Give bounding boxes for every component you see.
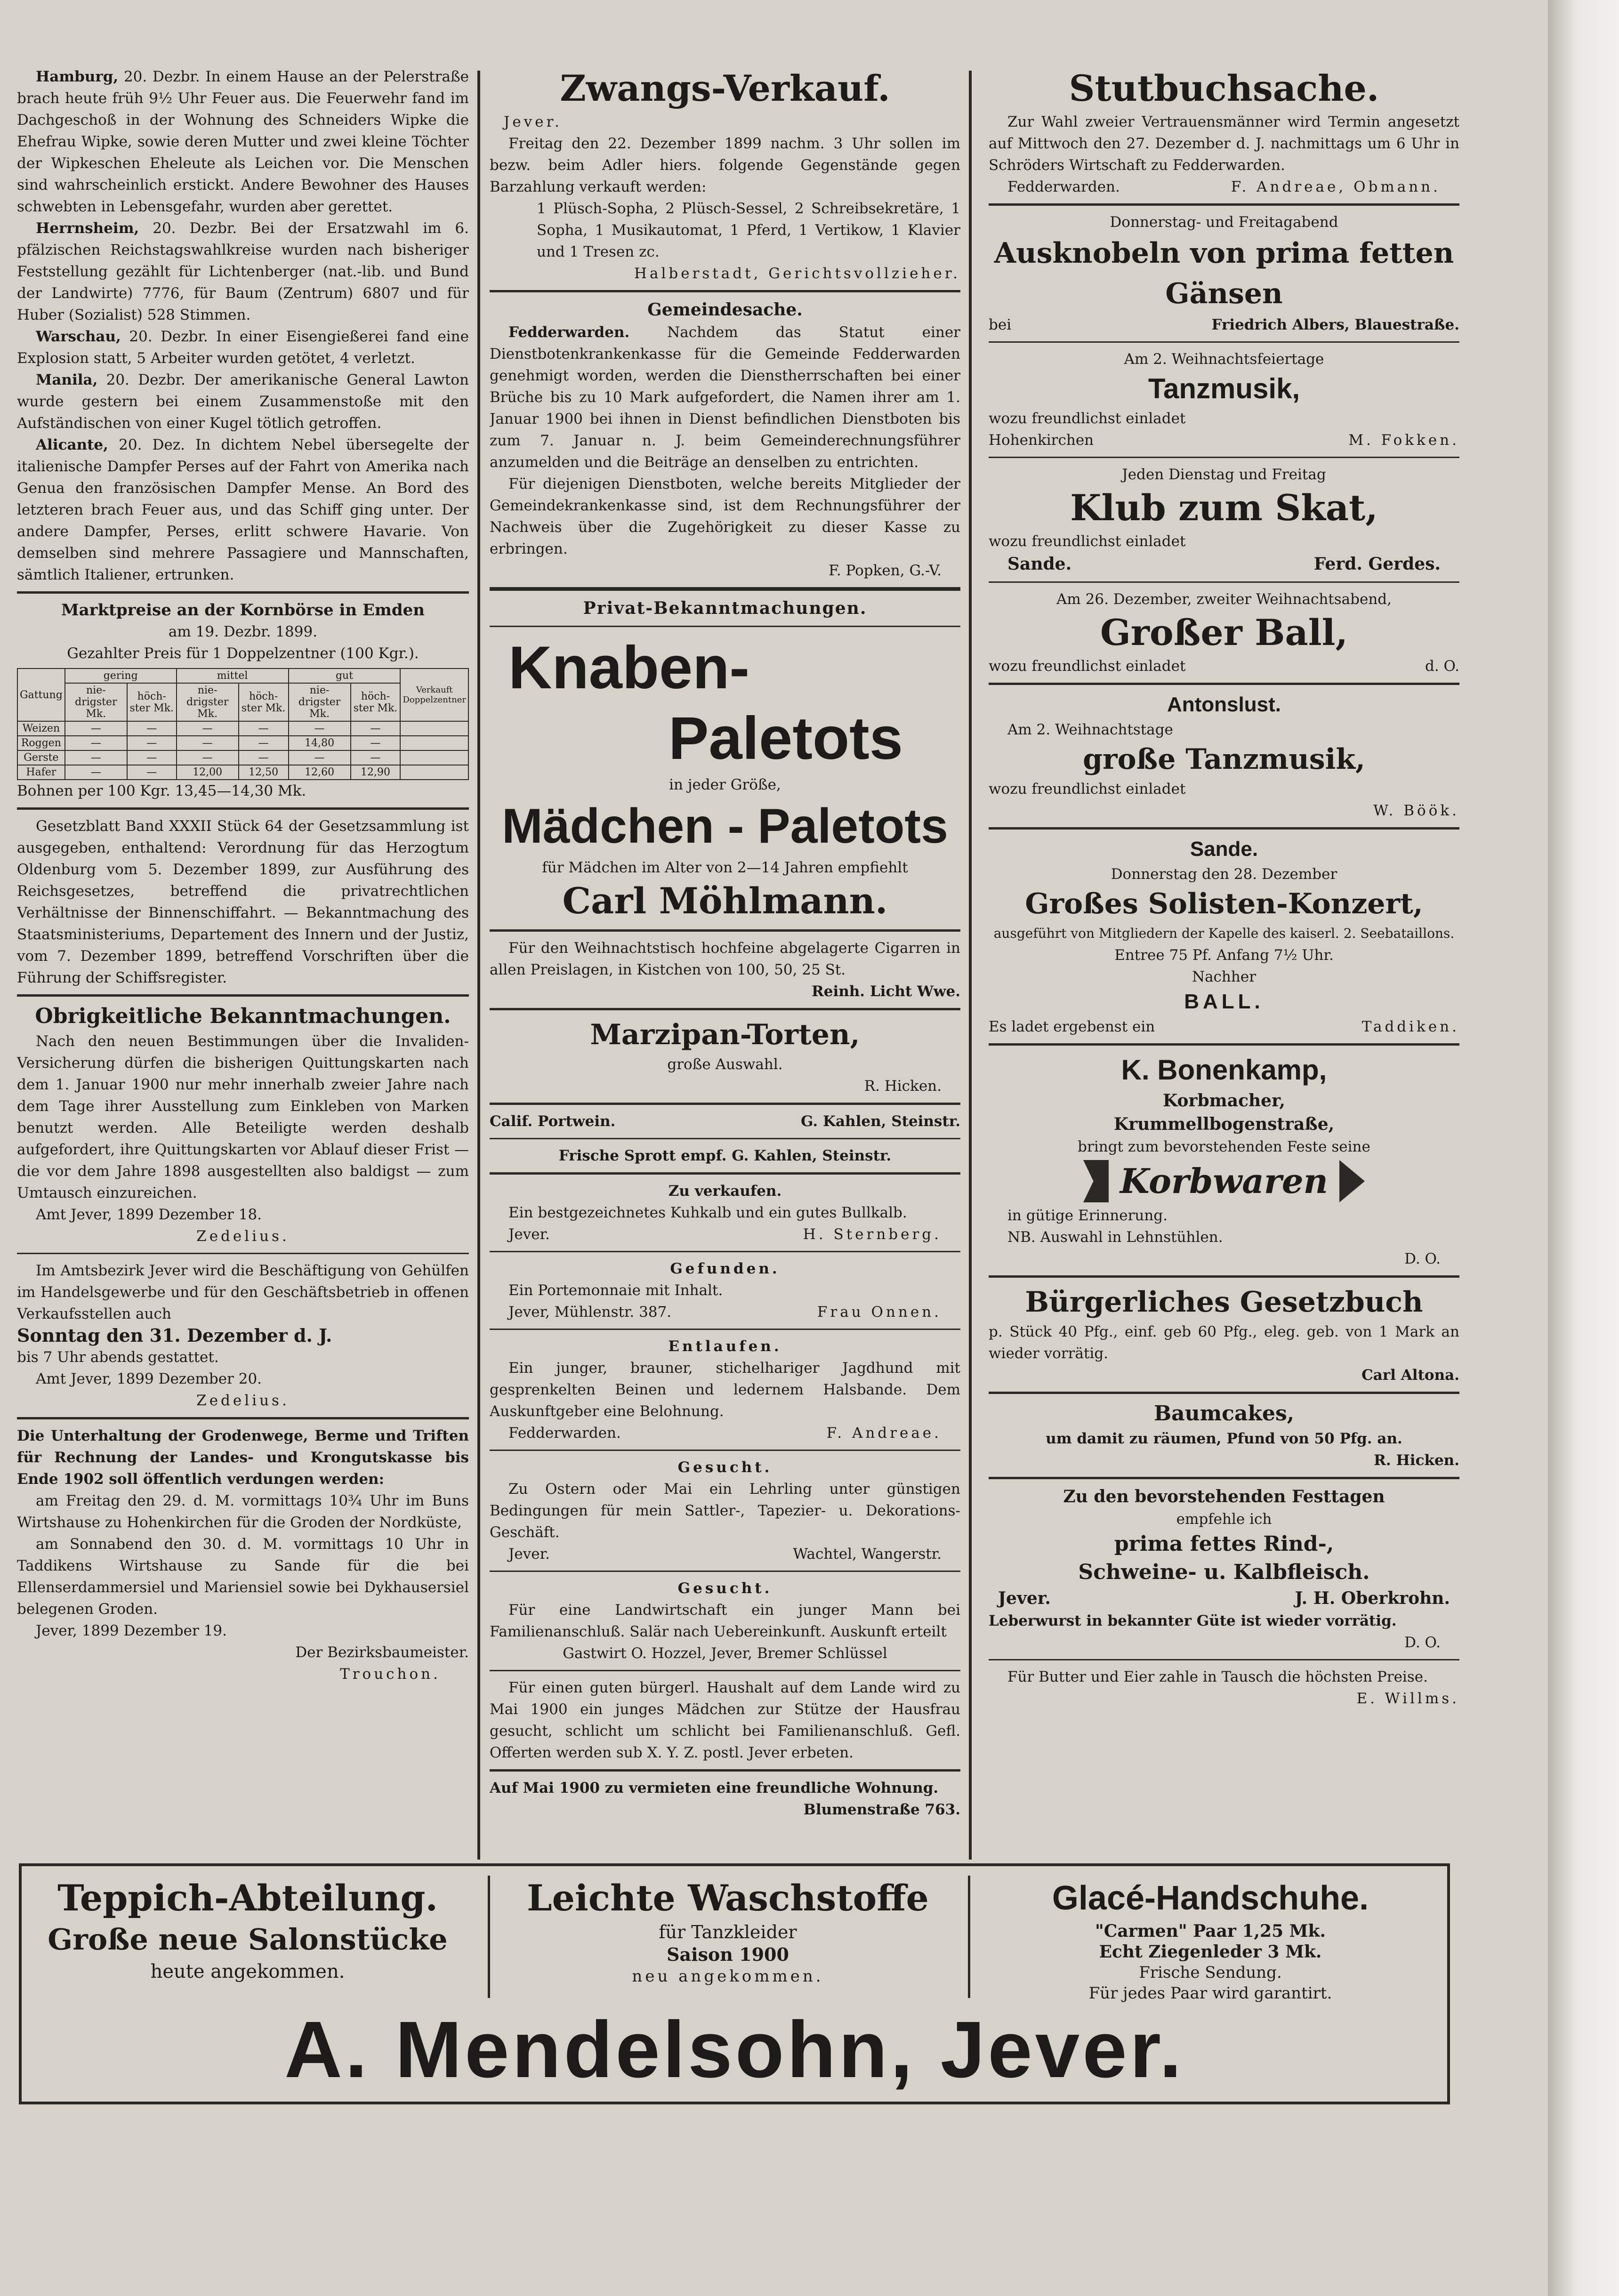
baum-title: Baumcakes,: [1153, 1402, 1295, 1426]
table-cell: —: [239, 736, 289, 750]
market-head: Verkauft Doppelzentner: [400, 669, 468, 721]
gesucht2-title: Gesucht.: [677, 1580, 773, 1597]
news-section: [17, 66, 469, 586]
anton-big: große Tanzmusik,: [1083, 743, 1365, 776]
market-head: gering: [65, 669, 177, 683]
table-row: [17, 736, 468, 750]
maedchen-heading: Mädchen - Paletots: [502, 799, 948, 854]
ausk-bei: bei: [989, 316, 1012, 333]
obrig-title: Obrigkeitliche Bekanntmachungen.: [35, 1004, 451, 1028]
table-cell: —: [351, 736, 401, 750]
fest-text: Leberwurst in bekannter Güte ist wieder vorrätig.: [989, 1612, 1397, 1629]
wasch-sub1: für Tanzkleider: [659, 1922, 797, 1942]
obrig2-tail: bis 7 Uhr abends gestattet.: [17, 1349, 219, 1366]
stut-sign: F. Andreae, Obmann.: [1231, 178, 1441, 195]
stut-text: Zur Wahl zweier Vertrauensmänner wird Termin angesetzt auf Mittwoch den 27. Dezember d. J. nachmittags um 6 Uhr in Schröders Wirtschaft zu Fedderwarden.: [989, 113, 1459, 174]
divider: [490, 1138, 960, 1139]
gefunden-title: Gefunden.: [670, 1260, 780, 1277]
divider: [989, 457, 1459, 458]
teppich-section: [22, 1876, 474, 1985]
news-text: 20. Dezbr. Bei der Ersatzwahl im 6. pfälzischen Reichstagswahlkreise wurden nach bisheriger Feststellung gezählt für Lichtenberger (nat.-lib. und Bund der Landwirte) 7776, für Baum (Zentrum) 6807 und für Huber (Sozialist) 528 Stimmen.: [17, 220, 469, 323]
glace-title: Glacé-Handschuhe.: [1052, 1879, 1369, 1917]
obrig2-date: Sonntag den 31. Dezember d. J.: [17, 1325, 332, 1346]
vermieten-text: Auf Mai 1900 zu vermieten eine freundliche Wohnung.: [490, 1780, 939, 1797]
gesucht1-place: Jever.: [508, 1546, 550, 1563]
entlaufen-place: Fedderwarden.: [508, 1425, 621, 1442]
divider: [490, 1670, 960, 1671]
table-cell: [400, 736, 468, 750]
entlaufen-sign: F. Andreae.: [826, 1425, 942, 1442]
tanz-place: Hohenkirchen: [989, 432, 1094, 449]
divider: [490, 1329, 960, 1330]
skat-pre: Jeden Dienstag und Freitag: [1122, 466, 1326, 483]
right-arrow-ornament: [1339, 1160, 1365, 1202]
bonen-sub2: Krummellbogenstraße,: [1113, 1114, 1335, 1134]
table-cell: —: [65, 736, 127, 750]
divider: [989, 1275, 1459, 1278]
tanz-pre: Am 2. Weihnachtsfeiertage: [1124, 351, 1324, 368]
table-cell: —: [351, 750, 401, 765]
sande-pre: Donnerstag den 28. Dezember: [1111, 866, 1337, 883]
table-cell: —: [65, 765, 127, 780]
divider: [490, 1450, 960, 1451]
table-cell: [400, 765, 468, 780]
news-place: Warschau,: [36, 328, 121, 345]
obrig2-sign: Amt Jever, 1899 Dezember 20.: [36, 1370, 262, 1387]
column-rule: [969, 71, 972, 1860]
gesucht1-sign: Wachtel, Wangerstr.: [793, 1546, 942, 1563]
salon-title: Große neue Salonstücke: [48, 1922, 448, 1957]
news-item: [17, 326, 469, 369]
news-place: Alicante,: [36, 436, 108, 453]
market-head: mittel: [177, 669, 289, 683]
gemeinde-place: Fedderwarden.: [508, 324, 630, 341]
zwang-title: Zwangs-Verkauf.: [560, 67, 890, 109]
cigarren-text: Für den Weihnachtstisch hochfeine abgelagerte Cigarren in allen Preislagen, in Kistchen von 100, 50, 25 St.: [490, 940, 960, 978]
banner-rule: [488, 1876, 490, 1998]
table-cell: 12,60: [289, 765, 351, 780]
news-text: 20. Dez. In dichtem Nebel übersegelte der italienische Dampfer Perses auf der Fahrt von Amerika nach Genua den französischen Dampfer Mense. An Bord des letzteren brach Feuer aus, und das Schiff ging unter. Der andere Dampfer, Perses, erlitt schwere Havarie. Von demselben sind mehrere Passagiere und Mannschaften, sämtlich Italiener, ertrunken.: [17, 436, 469, 583]
table-cell: —: [239, 721, 289, 736]
ausk-title: Ausknobeln von prima fetten Gänsen: [994, 237, 1454, 310]
butter-text: Für Butter und Eier zahle in Tausch die höchsten Preise.: [1007, 1668, 1428, 1685]
fest-sign: D. O.: [1404, 1634, 1441, 1651]
bonen-sign: D. O.: [1404, 1250, 1441, 1267]
table-cell: —: [127, 721, 177, 736]
divider: [490, 1172, 960, 1175]
glace-line2: Echt Ziegenleder 3 Mk.: [1099, 1942, 1322, 1962]
market-title: Marktpreise an der Kornbörse in Emden: [61, 601, 425, 620]
table-cell: —: [127, 765, 177, 780]
groden-a: am Freitag den 29. d. M. vormittags 10¾ Uhr im Buns Wirtshause zu Hohenkirchen für die Groden der Nordküste,: [17, 1492, 469, 1531]
table-cell: 12,00: [177, 765, 239, 780]
sprott-text: Frische Sprott empf. G. Kahlen, Steinstr.: [558, 1147, 892, 1164]
divider: [17, 1417, 469, 1419]
market-table: [17, 668, 469, 780]
table-cell: Hafer: [17, 765, 65, 780]
divider: [490, 626, 960, 627]
news-place: Hamburg,: [36, 68, 119, 85]
haushalt-text: Für einen guten bürgerl. Haushalt auf dem Lande wird zu Mai 1900 ein junges Mädchen zur Stütze der Hausfrau gesucht, schlicht um schlicht bei Familienanschluß. Gefl. Offerten werden sub X. Y. Z. postl. Jever erbeten.: [490, 1679, 960, 1761]
wasch-sub3: neu angekommen.: [632, 1967, 824, 1986]
gesucht1-text: Zu Ostern oder Mai ein Lehrling unter günstigen Bedingungen für mein Sattler-, Tapezier- u. Dekorations-Geschäft.: [490, 1481, 960, 1541]
table-cell: Gerste: [17, 750, 65, 765]
sande-sign: Taddiken.: [1361, 1018, 1459, 1035]
table-cell: 12,50: [239, 765, 289, 780]
market-subhead: höch-ster Mk.: [239, 683, 289, 721]
wasch-title: Leichte Waschstoffe: [527, 1877, 929, 1919]
news-text: 20. Dezbr. In einer Eisengießerei fand eine Explosion statt, 5 Arbeiter wurden getötet, 4 verletzt.: [17, 328, 469, 367]
divider: [490, 1571, 960, 1572]
column-2: [490, 66, 960, 1855]
mendelsohn-banner: [19, 1863, 1450, 2104]
stut-title: Stutbuchsache.: [1069, 67, 1379, 109]
marzipan-sub: große Auswahl.: [667, 1056, 783, 1073]
fest-pre: Zu den bevorstehenden Festtagen: [1063, 1487, 1385, 1506]
baum-text: um damit zu räumen, Pfund von 50 Pfg. an.: [1046, 1430, 1402, 1447]
obrig1-text: Nach den neuen Bestimmungen über die Invaliden-Versicherung dürfen die bisherigen Quittungskarten nach dem 1. Januar 1900 nur mehr innerhalb zweier Jahre nach dem Tage ihrer Ausstellung zum Einkleben von Marken benutzt werden. Alle Beteiligte werden deshalb aufgefordert, ihre Quittungskarten vor Ablauf dieser Frist — die vor dem Jahre 1898 ausgestellten also baldigst — zum Umtausch einzureichen.: [17, 1033, 469, 1201]
market-head: Gattung: [17, 669, 65, 721]
table-cell: 14,80: [289, 736, 351, 750]
entlaufen-title: Entlaufen.: [668, 1338, 782, 1355]
skat-invite: wozu freundlichst einladet: [989, 533, 1186, 550]
divider: [17, 1253, 469, 1254]
marzipan-title: Marzipan-Torten,: [590, 1018, 860, 1051]
market-head: gut: [289, 669, 401, 683]
bonen-title: K. Bonenkamp,: [1121, 1054, 1327, 1086]
teppich-title: Teppich-Abteilung.: [57, 1877, 438, 1919]
groden-b: am Sonnabend den 30. d. M. vormittags 10 Uhr in Taddikens Wirtshause zu Sande für die bei Ellenserdammersiel und Mariensiel sowie bei Dykhausersiel belegenen Groden.: [17, 1536, 469, 1618]
gemeinde-text2: Für diejenigen Dienstboten, welche bereits Mitglieder der Gemeindekrankenkasse sind, ist dem Rechnungsführer der Nachweis über die Zugehörigkeit zu dieser Kasse zu erbringen.: [490, 475, 960, 557]
divider: [490, 1008, 960, 1010]
news-item: [17, 434, 469, 586]
divider: [490, 290, 960, 292]
skat-sign: Ferd. Gerdes.: [1313, 554, 1441, 574]
column-1: [17, 66, 469, 1855]
maedchen-sub: für Mädchen im Alter von 2—14 Jahren empfiehlt: [542, 859, 908, 876]
divider: [989, 683, 1459, 685]
fest-big2: Schweine- u. Kalbfleisch.: [1078, 1560, 1370, 1584]
news-item: [17, 218, 469, 326]
bonen-nb: NB. Auswahl in Lehnstühlen.: [1007, 1229, 1223, 1246]
gesucht2-text: Für eine Landwirtschaft ein junger Mann bei Familienanschluß. Salär nach Uebereinkunft. Auskunft erteilt: [490, 1602, 960, 1640]
divider: [989, 1477, 1459, 1479]
table-cell: —: [127, 750, 177, 765]
ausk-host: Friedrich Albers, Blauestraße.: [1211, 316, 1459, 333]
gesetzblatt-text: Gesetzblatt Band XXXII Stück 64 der Gesetzsammlung ist ausgegeben, enthaltend: Verordnung für das Herzogtum Oldenburg vom 5. Dezember 1899, zur Ausführung des Reichsgesetzes, betreffend die privatrechtlichen Verhältnisse der Binnenschiffahrt. — Bekanntmachung des Staatsministeriums, Departement des Innern und der Justiz, vom 7. Dezember 1899, betreffend Vorschriften über die Führung der Schiffsregister.: [17, 818, 469, 986]
news-text: 20. Dezbr. Der amerikanische General Lawton wurde gestern bei einem Zusammenstoße mit den Aufständischen von einer Kugel tötlich getroffen.: [17, 371, 469, 432]
portwein-vendor: G. Kahlen, Steinstr.: [801, 1113, 960, 1130]
bonen-sub1: Korbmacher,: [1163, 1091, 1285, 1111]
left-arrow-ornament: [1083, 1160, 1109, 1202]
gemeinde-sign: F. Popken, G.-V.: [829, 562, 942, 579]
paletots-heading: Paletots: [669, 705, 903, 772]
table-cell: Roggen: [17, 736, 65, 750]
market-subhead: höch-ster Mk.: [127, 683, 177, 721]
table-cell: —: [127, 736, 177, 750]
table-cell: 12,90: [351, 765, 401, 780]
verkaufen-place: Jever.: [508, 1226, 550, 1243]
market-subhead: nie-drigster Mk.: [177, 683, 239, 721]
news-place: Manila,: [36, 371, 98, 388]
ball-title: Großer Ball,: [1100, 612, 1348, 653]
bgb-title: Bürgerliches Gesetzbuch: [1025, 1286, 1423, 1319]
sande-big: Großes Solisten-Konzert,: [1025, 887, 1423, 920]
fest-sub: empfehle ich: [1176, 1511, 1272, 1528]
page-edge: [1548, 0, 1619, 2296]
table-cell: —: [177, 721, 239, 736]
ausk-pre: Donnerstag- und Freitagabend: [1110, 214, 1338, 231]
table-row: [17, 765, 468, 780]
glace-line4: Für jedes Paar wird garantirt.: [1088, 1984, 1332, 2003]
bgb-text: p. Stück 40 Pfg., einf. geb 60 Pfg., eleg. geb. von 1 Mark an wieder vorrätig.: [989, 1323, 1459, 1362]
wasch-sub2: Saison 1900: [667, 1944, 789, 1965]
ball-sign: d. O.: [1425, 658, 1459, 675]
divider: [490, 1769, 960, 1772]
market-subhead: nie-drigster Mk.: [65, 683, 127, 721]
gefunden-sign: Frau Onnen.: [817, 1304, 942, 1321]
glace-line1: "Carmen" Paar 1,25 Mk.: [1095, 1921, 1326, 1941]
divider: [989, 1043, 1459, 1046]
sande-text: ausgeführt von Mitgliedern der Kapelle des kaiserl. 2. Seebataillons.: [993, 926, 1455, 941]
divider: [17, 591, 469, 594]
entlaufen-text: Ein junger, brauner, stichelhariger Jagdhund mit gesprenkelten Beinen und ledernem Halsbande. Dem Auskunftgeber eine Belohnung.: [490, 1360, 960, 1420]
groden-sign: Jever, 1899 Dezember 19.: [36, 1622, 227, 1639]
divider: [490, 1251, 960, 1252]
skat-title: Klub zum Skat,: [1070, 487, 1378, 529]
gesucht1-title: Gesucht.: [677, 1459, 773, 1476]
market-bohnen: Bohnen per 100 Kgr. 13,45—14,30 Mk.: [17, 782, 306, 799]
table-cell: —: [65, 750, 127, 765]
table-cell: —: [289, 750, 351, 765]
divider: [989, 827, 1459, 830]
anton-pre: Am 2. Weihnachtstage: [1007, 721, 1173, 738]
column-3: [989, 66, 1459, 1855]
zwang-sign: Halberstadt, Gerichtsvollzieher.: [634, 265, 960, 282]
divider: [989, 203, 1459, 206]
tanz-invite: wozu freundlichst einladet: [989, 410, 1186, 427]
market-subhead: höch-ster Mk.: [351, 683, 401, 721]
divider: [490, 1103, 960, 1105]
skat-place: Sande.: [1007, 554, 1072, 574]
market-prices: [17, 599, 469, 802]
news-place: Herrnsheim,: [36, 220, 139, 237]
gemeinde-text: Nachdem das Statut einer Dienstbotenkrankenkasse für die Gemeinde Fedderwarden genehmigt worden, werden die Dienstherrschaften bei einer Brüche bis zu 10 Mark aufgefordert, die Namen ihrer am 1. Januar 1900 bei ihnen in Dienst befindlichen Dienstboten bis zum 7. Januar n. J. beim Gemeinderechnungsführer anzumelden und die Beiträge an denselben zu entrichten.: [490, 324, 960, 471]
bonen-tail: in gütige Erinnerung.: [1007, 1207, 1168, 1224]
fest-sign-name: J. H. Oberkrohn.: [1295, 1588, 1450, 1608]
korbwaren-banner: [989, 1158, 1459, 1205]
table-row: [17, 721, 468, 736]
paletot-ad: [490, 633, 960, 924]
table-cell: Weizen: [17, 721, 65, 736]
table-row: [17, 750, 468, 765]
bgb-sign: Carl Altona.: [1361, 1367, 1459, 1384]
zwang-place: Jever.: [504, 113, 562, 130]
mendelsohn-name: A. Mendelsohn, Jever.: [284, 2005, 1184, 2095]
market-date: am 19. Dezbr. 1899.: [168, 623, 318, 640]
divider: [989, 1392, 1459, 1394]
divider: [989, 341, 1459, 343]
ball-pre: Am 26. Dezember, zweiter Weihnachtsabend,: [1056, 591, 1392, 608]
divider: [989, 1659, 1459, 1660]
sande-invite: Es ladet ergebenst ein: [989, 1018, 1155, 1035]
verkaufen-sign: H. Sternberg.: [803, 1226, 942, 1243]
column-rule: [477, 71, 480, 1860]
obrig2-text: Im Amtsbezirk Jever wird die Beschäftigung von Gehülfen im Handelsgewerbe und für den Geschäftsbetrieb in offenen Verkaufsstellen auch: [17, 1262, 469, 1322]
news-item: [17, 66, 469, 218]
knaben-sub: in jeder Größe,: [669, 776, 781, 793]
privat-title: Privat-Bekanntmachungen.: [583, 598, 867, 618]
moehlmann-name: Carl Möhlmann.: [562, 880, 888, 922]
gemeinde-title: Gemeindesache.: [647, 300, 803, 320]
divider: [490, 929, 960, 932]
table-cell: —: [289, 721, 351, 736]
obrig1-name: Zedelius.: [196, 1228, 290, 1245]
divider: [17, 807, 469, 810]
marzipan-sign: R. Hicken.: [864, 1078, 942, 1095]
glace-line3: Frische Sendung.: [1139, 1963, 1282, 1982]
banner-rule: [968, 1876, 970, 1998]
table-cell: —: [351, 721, 401, 736]
tanz-sign: M. Fokken.: [1348, 432, 1459, 449]
divider: [989, 581, 1459, 583]
divider: [490, 587, 960, 591]
gefunden-text: Ein Portemonnaie mit Inhalt.: [508, 1282, 723, 1299]
sande-entree: Entree 75 Pf. Anfang 7½ Uhr.: [1114, 947, 1334, 964]
cigarren-sign: Reinh. Licht Wwe.: [811, 983, 960, 1000]
obrig1-sign: Amt Jever, 1899 Dezember 18.: [36, 1206, 262, 1223]
sande-title: Sande.: [1190, 838, 1258, 861]
tanz-title: Tanzmusik,: [1148, 373, 1300, 404]
table-cell: [400, 750, 468, 765]
table-cell: —: [65, 721, 127, 736]
gesucht2-sign: Gastwirt O. Hozzel, Jever, Bremer Schlüssel: [563, 1645, 887, 1662]
anton-sign: W. Böök.: [1373, 802, 1459, 819]
fest-place: Jever.: [998, 1588, 1051, 1608]
sande-nachher: Nachher: [1192, 968, 1257, 985]
verkaufen-text: Ein bestgezeichnetes Kuhkalb und ein gutes Bullkalb.: [508, 1204, 907, 1221]
zwang-text: Freitag den 22. Dezember 1899 nachm. 3 Uhr sollen im bezw. beim Adler hiers. folgende Gegenstände gegen Barzahlung verkauft werden:: [490, 135, 960, 195]
anton-title: Antonslust.: [1167, 693, 1281, 716]
portwein-label: Calif. Portwein.: [490, 1113, 616, 1130]
table-cell: —: [177, 736, 239, 750]
bonen-text: bringt zum bevorstehenden Feste seine: [1078, 1138, 1370, 1155]
fest-big1: prima fettes Rind-,: [1114, 1532, 1334, 1556]
table-cell: —: [177, 750, 239, 765]
groden-name: Trouchon.: [340, 1666, 441, 1683]
groden-text: Die Unterhaltung der Grodenwege, Berme und Triften für Rechnung der Landes- und Krongutskasse bis Ende 1902 soll öffentlich verdungen werden:: [17, 1427, 469, 1488]
table-cell: —: [239, 750, 289, 765]
market-subhead: nie-drigster Mk.: [289, 683, 351, 721]
gefunden-place: Jever, Mühlenstr. 387.: [508, 1304, 672, 1321]
market-note: Gezahlter Preis für 1 Doppelzentner (100 Kgr.).: [67, 645, 419, 662]
baum-sign: R. Hicken.: [1374, 1452, 1459, 1469]
salon-sub: heute angekommen.: [150, 1961, 345, 1982]
knaben-heading: Knaben-: [508, 634, 749, 701]
korbwaren-label: Korbwaren: [1120, 1161, 1329, 1201]
verkaufen-title: Zu verkaufen.: [668, 1183, 782, 1200]
divider: [17, 994, 469, 997]
butter-sign: E. Willms.: [1356, 1690, 1459, 1707]
ball-invite: wozu freundlichst einladet: [989, 658, 1186, 675]
anton-invite: wozu freundlichst einladet: [989, 781, 1186, 798]
wasch-section: [492, 1876, 963, 1987]
stut-place: Fedderwarden.: [1007, 178, 1120, 195]
sande-ball: BALL.: [1184, 990, 1264, 1013]
obrig2-name: Zedelius.: [196, 1392, 290, 1409]
news-text: 20. Dezbr. In einem Hause an der Pelerstraße brach heute früh 9½ Uhr Feuer aus. Die Feuerwehr fand im Dachgeschoß in der Wohnung des Schneiders Wipke die Ehefrau Wipke, sowie deren Mutter und zwei kleine Töchter der Wipkeschen Eheleute als Leichen vor. Die Menschen sind wahrscheinlich erstickt. Andere Bewohner des Hauses schwebten in Lebensgefahr, wurden aber gerettet.: [17, 68, 469, 215]
zwang-items: 1 Plüsch-Sopha, 2 Plüsch-Sessel, 2 Schreibsekretäre, 1 Sopha, 1 Musikautomat, 1 Pferd, 1 Vertikow, 1 Klavier und 1 Tresen zc.: [537, 200, 960, 260]
vermieten-address: Blumenstraße 763.: [803, 1801, 960, 1818]
table-cell: [400, 721, 468, 736]
glace-section: [973, 1876, 1448, 2004]
groden-who: Der Bezirksbaumeister.: [295, 1644, 469, 1661]
news-item: [17, 369, 469, 434]
